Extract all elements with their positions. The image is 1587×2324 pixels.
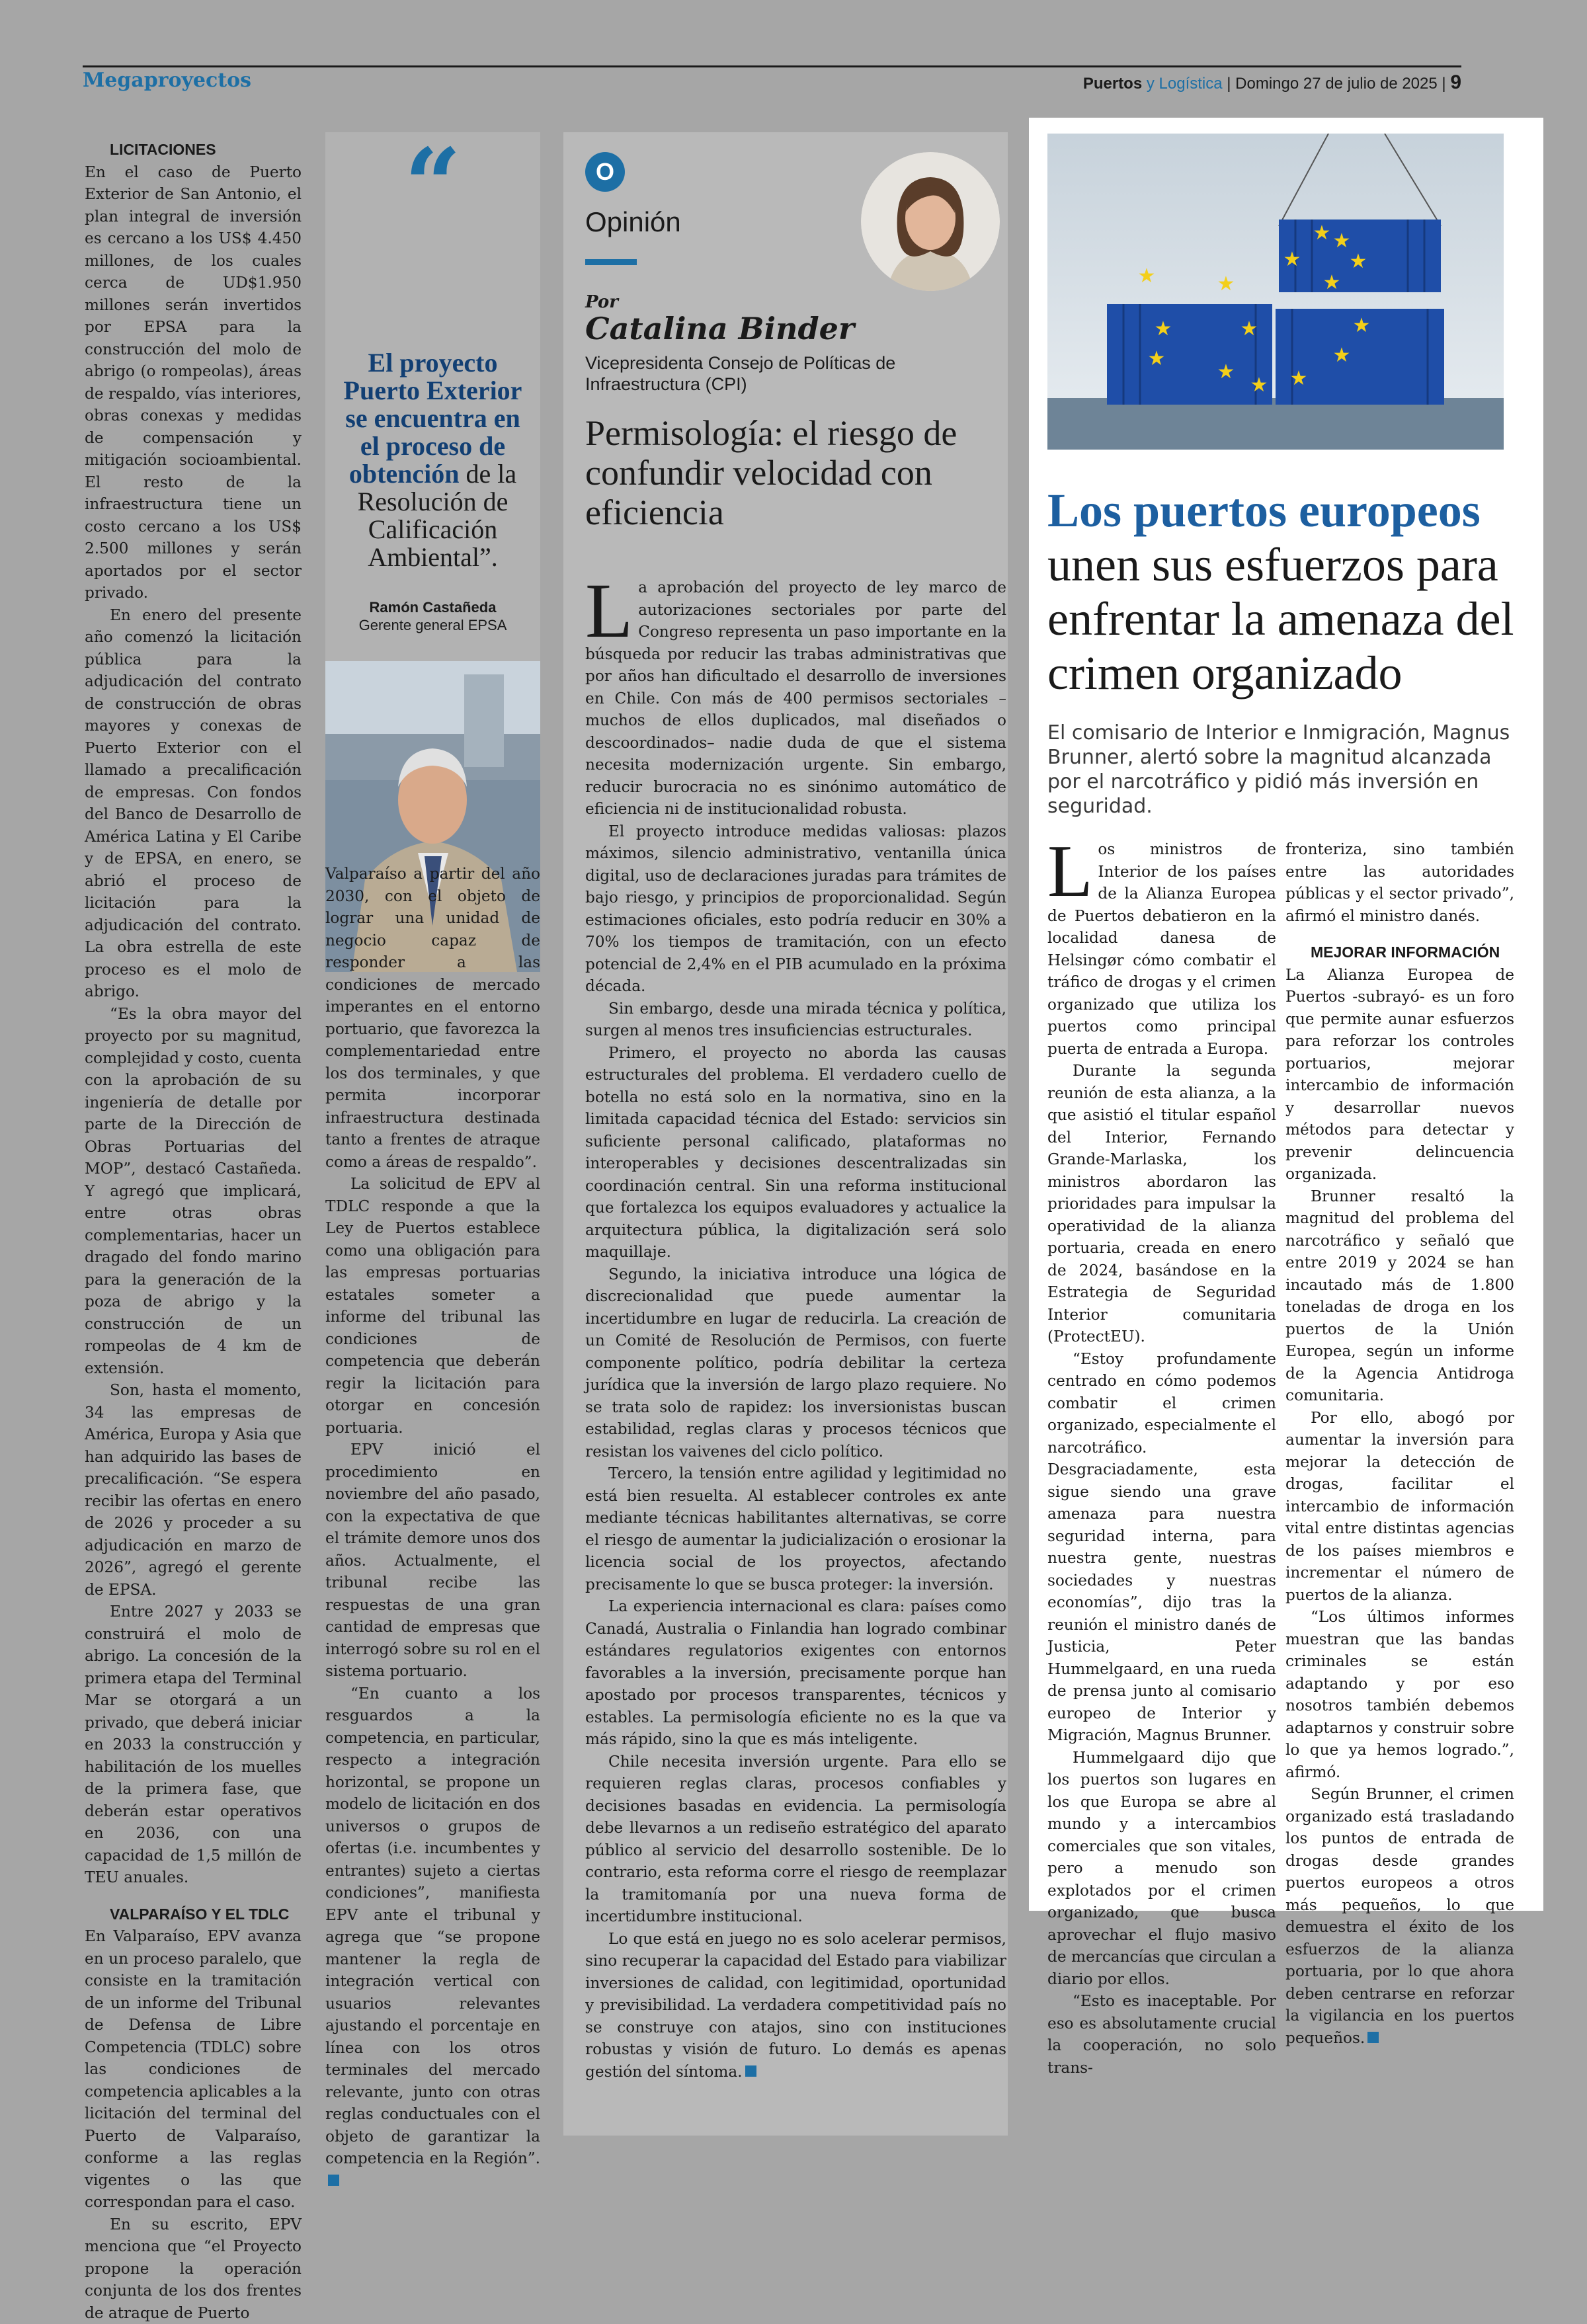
end-mark-icon [745, 2065, 756, 2077]
svg-text:★: ★ [1217, 272, 1235, 296]
paragraph: Sin embargo, desde una mirada técnica y política, surgen al menos tres insuficiencias estructurales. [585, 998, 1006, 1042]
issue-date: Domingo 27 de julio de 2025 [1235, 75, 1438, 93]
quote-mark-icon: “ [325, 145, 540, 225]
paragraph: En enero del presente año comenzó la licitación pública para la adjudicación del contrato de construcción de obras mayores y conexas de Puerto Exterior con el llamado a precalificación de empresas. Con fondos del Banco de Desarrollo de América Latina y El Caribe y de EPSA, en enero, se abrió el proceso de licitación para la adjudicación del contrato. La obra estrella de este proceso es el molo de abrigo. [85, 604, 302, 1003]
opinion-title: Permisología: el riesgo de confundir velocidad con eficiencia [585, 413, 995, 532]
paragraph: Durante la segunda reunión de esta alianza, a la que asistió el titular español del Interior, Fernando Grande-Marlaska, los ministros abordaron las prioridades para impulsar la operatividad de la alianza portuaria, creada en enero de 2024, basándose en la Estrategia de Seguridad Interior comunitaria (ProtectEU). [1047, 1060, 1276, 1348]
paragraph: La solicitud de EPV al TDLC responde a que la Ley de Puertos establece como una obligación para las empresas portuarias estatales someter a informe del tribunal las condiciones de competencia que deberán regir la licitación para otorgar en concesión portuaria. [325, 1173, 540, 1439]
paragraph-text: “En cuanto a los resguardos a la competencia, en particular, respecto a integración horizontal, se propone un modelo de licitación en dos universos o grupos de ofertas (i.e. incumbentes y entrantes) sujeto a ciertas condiciones”, manifiesta EPV ante el tribunal y agrega que “se propone mantener la regla de integración vertical con usuarios relevantes ajustando el porcentaje en línea con los otros terminales del mercado relevante, junto con otras reglas conductuales con el objeto de garantizar la competencia en la Región”. [325, 1685, 540, 2168]
europe-column-1 [1047, 838, 1276, 2079]
drop-cap: L [1047, 841, 1092, 902]
svg-text:★: ★ [1333, 229, 1351, 253]
paragraph: Hummelgaard dijo que los puertos son lugares en los que Europa se abre al mundo y a intercambios comerciales que son vitales, pero a menudo son explotados por el crimen organizado, que busca aprovechar el flujo masivo de mercancías que circulan a diario por ellos. [1047, 1747, 1276, 1991]
paragraph: En Valparaíso, EPV avanza en un proceso paralelo, que consiste en la tramitación de un informe del Tribunal de Defensa de Libre Competencia (TDLC) sobre las condiciones de competencia aplicables a la licitación del terminal del Puerto de Valparaíso, conforme a las reglas vigentes o las que correspondan para el caso. [85, 1925, 302, 2214]
svg-text:★: ★ [1333, 344, 1351, 367]
pull-quote-rest: de la Resolución de Calificación Ambiental”. [358, 459, 517, 572]
subhead-mejorar: MEJORAR INFORMACIÓN [1285, 942, 1514, 964]
paragraph: “Los últimos informes muestran que las bandas criminales se están adaptando y por eso nosotros también debemos adaptarnos y construir sobre lo que ya hemos logrado.”, afirmó. [1285, 1606, 1514, 1783]
paragraph [1047, 838, 1276, 1060]
quote-author: Ramón Castañeda [325, 599, 540, 616]
opinion-accent-bar [585, 259, 637, 265]
svg-text:★: ★ [1350, 250, 1367, 273]
paragraph: Segundo, la iniciativa introduce una lógica de discrecionalidad que puede aumentar la incertidumbre en lugar de reducirla. La creación de un Comité de Resolución de Permisos, con fuerte componente político, podría debilitar la certeza jurídica que la inversión de largo plazo requiere. No se trata solo de rapidez: los inversionistas buscan estabilidad, reglas claras y procesos técnicos que resistan los vaivenes del ciclo político. [585, 1263, 1006, 1463]
svg-text:★: ★ [1250, 374, 1268, 397]
paragraph: EPV inició el procedimiento en noviembre del año pasado, con la expectativa de que el trámite demore unos dos años. Actualmente, el tribunal recibe las respuestas de una gran cantidad de empresas que interrogó sobre su rol en el sistema portuario. [325, 1439, 540, 1683]
drop-cap: L [585, 579, 633, 643]
paragraph: Son, hasta el momento, 34 las empresas de América, Europa y Asia que han adquirido las bases de precalificación. “Se espera recibir las ofertas en enero de 2026 y proceder a su adjudicación en marzo de 2026”, agregó el gerente de EPSA. [85, 1379, 302, 1601]
europe-title-bold: Los puertos europeos [1047, 483, 1520, 538]
pull-quote-text [339, 349, 527, 571]
paragraph [1285, 1783, 1514, 2049]
paragraph: fronteriza, sino también entre las autoridades públicas y el sector privado”, afirmó el ministro danés. [1285, 838, 1514, 927]
publication-logistica: Logística [1159, 75, 1223, 93]
paragraph-text: os ministros de Interior de los países de la Alianza Europea de Puertos debatieron en la localidad danesa de Helsingør cómo combatir el tráfico de drogas y el crimen organizado que utiliza los puertos como principal puerta de entrada a Europa. [1047, 840, 1276, 1058]
svg-text:★: ★ [1353, 314, 1371, 337]
masthead: Puertos y Logística | Domingo 27 de julio de 2025 | 9 [1083, 71, 1461, 94]
publication-name: Puertos [1083, 75, 1142, 93]
europe-column-2 [1285, 838, 1514, 2049]
paragraph: Brunner resaltó la magnitud del problema del narcotráfico y señaló que entre 2019 y 2024 se han incautado más de 1.800 toneladas de droga en los puertos de la Unión Europea, según un informe de la Agencia Antidroga comunitaria. [1285, 1185, 1514, 1407]
opinion-author-role: Vicepresidenta Consejo de Políticas de Infraestructura (CPI) [585, 352, 982, 395]
pull-quote-bold: El proyecto Puerto Exterior se encuentra en el proceso de obtención [344, 348, 522, 489]
paragraph: El proyecto introduce medidas valiosas: plazos máximos, silencio administrativo, ventanilla única digital, uso de declaraciones juradas para trámites de bajo riesgo, y principios de proporcionalidad. Según estimaciones oficiales, esto podría reducir en 30% a 70% los tiempos de tramitación, con un efecto potencial de 2,4% en el PIB acumulado en la próxima década. [585, 821, 1006, 998]
pull-quote-box [325, 132, 540, 840]
paragraph [585, 577, 1006, 821]
opinion-label: Opinión [585, 206, 681, 238]
paragraph: La experiencia internacional es clara: países como Canadá, Australia o Finlandia han logrado combinar estándares regulatorios exigentes con entornos favorables a la inversión, precisamente porque han apostado por procesos transparentes, técnicos y estables. La permisología eficiente no es la que va más rápido, sino la que es más inteligente. [585, 1595, 1006, 1751]
svg-text:★: ★ [1241, 317, 1258, 341]
opinion-block [563, 132, 1008, 2136]
paragraph-text: Según Brunner, el crimen organizado está trasladando los puntos de entrada de drogas desde grandes puertos europeos a otros más pequeños, lo que demuestra el éxito de los esfuerzos de la alianza portuaria, por lo que ahora deben centrarse en reforzar la vigilancia en los puertos pequeños. [1285, 1785, 1514, 2047]
byline-por: Por [585, 292, 618, 312]
paragraph: La Alianza Europea de Puertos -subrayó- es un foro que permite aunar esfuerzos para reforzar los controles portuarios, mejorar intercambio de información y desarrollar nuevos métodos para detectar y prevenir delincuencia organizada. [1285, 964, 1514, 1185]
svg-text:★: ★ [1155, 317, 1172, 341]
paragraph: “Esto es inaceptable. Por eso es absolutamente crucial la cooperación, no solo trans- [1047, 1990, 1276, 2079]
opinion-author: Catalina Binder [585, 311, 854, 346]
opinion-badge-icon: O [585, 152, 625, 192]
paragraph: En el caso de Puerto Exterior de San Antonio, el plan integral de inversión es cercano a los US$ 4.450 millones, de los cuales cerca de UD$1.950 millones serán invertidos por EPSA para la construcción del molo de abrigo (o rompeolas), áreas de respaldo, vías interiores, obras conexas y medidas de compensación y mitigación socioambiental. El resto de la infraestructura tiene un costo cercano a los US$ 2.500 millones y serán aportados por el sector privado. [85, 161, 302, 604]
svg-text:★: ★ [1138, 264, 1156, 288]
section-name: Megaproyectos [83, 69, 251, 92]
page-number: 9 [1450, 71, 1461, 93]
article-column-1 [85, 139, 302, 2324]
paragraph: Por ello, abogó por aumentar la inversión para mejorar la detección de drogas, facilitar el intercambio de información vital entre distintas agencias de los países miembros e incrementar el número de puertos de la alianza. [1285, 1407, 1514, 1607]
svg-text:★: ★ [1283, 248, 1301, 271]
paragraph: Entre 2027 y 2033 se construirá el molo de abrigo. La concesión de la primera etapa del Terminal Mar se otorgará a un privado, que deberá iniciar en 2033 la construcción y habilitación de los muelles de la primera fase, que deberán estar operativos en 2036, con una capacidad de 1,5 millón de TEU anuales. [85, 1601, 302, 1889]
subhead-valparaiso: VALPARAÍSO Y EL TDLC [85, 1903, 302, 1926]
eu-containers-image [1047, 134, 1504, 450]
europe-title [1047, 483, 1520, 700]
opinion-body [585, 577, 1006, 2083]
paragraph: “Es la obra mayor del proyecto por su magnitud, complejidad y costo, cuenta con la aprobación de su ingeniería de detalle por parte de la Dirección de Obras Portuarias del MOP”, destacó Castañeda. Y agregó que implicará, entre otras obras complementarias, hacer un dragado del fondo marino para la generación de la poza de abrigo y la construcción de un rompeolas de 4 km de extensión. [85, 1003, 302, 1380]
europe-article [1029, 118, 1543, 1911]
paragraph: Chile necesita inversión urgente. Para ello se requieren reglas claras, procesos confiables y decisiones basadas en evidencia. La permisología debe llevarnos a un rediseño estratégico del aparato público al servicio del desarrollo sostenible. De lo contrario, esta reforma corre el riesgo de reemplazar la tramitomanía por una nueva forma de incertidumbre institucional. [585, 1751, 1006, 1928]
svg-text:★: ★ [1217, 360, 1235, 383]
paragraph: Valparaíso a partir del año 2030, con el objeto de lograr una unidad de negocio capaz de responder a las condiciones de mercado imperantes en el entorno portuario, que favorezca la complementariedad entre los dos terminales, y que permita incorporar infraestructura destinada tanto a frentes de atraque como a áreas de respaldo”. [325, 863, 540, 1173]
paragraph: Primero, el proyecto no aborda las causas estructurales del problema. El verdadero cuello de botella no está solo en la normativa, sino en la limitada capacidad técnica del Estado: servicios sin suficiente personal calificado, plataformas no interoperables y decisiones descentralizadas sin coordinación central. Sin una reforma institucional que fortalezca los equipos evaluadores y actualice la arquitectura pública, la digitalización será solo maquillaje. [585, 1042, 1006, 1263]
svg-text:★: ★ [1323, 271, 1341, 294]
paragraph-text: a aprobación del proyecto de ley marco de autorizaciones sectoriales por parte del Congreso representa un paso importante en la búsqueda por reducir las trabas administrativas que por años han dificultado el desarrollo de inversiones en Chile. Con más de 400 permisos sectoriales –muchos de ellos duplicados, mal diseñados o descoordinados– nadie duda de que el sistema necesita modernización urgente. Sin embargo, reducir burocracia no es sinónimo automático de eficiencia ni de institucionalidad robusta. [585, 579, 1006, 818]
paragraph: En su escrito, EPV menciona que “el Proyecto propone la operación conjunta de los dos frentes de atraque de Puerto [85, 2214, 302, 2324]
end-mark-icon [328, 2175, 339, 2186]
paragraph [585, 1928, 1006, 2083]
subhead-licitaciones: LICITACIONES [85, 139, 302, 161]
paragraph-text: Lo que está en juego no es solo acelerar permisos, sino recuperar la capacidad del Estado para viabilizar inversiones de calidad, con legitimidad, oportunidad y previsibilidad. La verdadera competitividad país no se construye con atajos, sino con instituciones robustas y visión de futuro. Lo demás es apenas gestión del síntoma. [585, 1930, 1006, 2081]
paragraph: “Estoy profundamente centrado en cómo podemos combatir el crimen organizado, especialmente el narcotráfico. Desgraciadamente, esta sigue siendo una grave amenaza para nuestra seguridad interna, para nuestra gente, nuestras sociedades y nuestras economías”, dijo tras la reunión el ministro danés de Justicia, Peter Hummelgaard, en una rueda de prensa junto al comisario europeo de Interior y Migración, Magnus Brunner. [1047, 1348, 1276, 1747]
europe-subtitle: El comisario de Interior e Inmigración, Magnus Brunner, alertó sobre la magnitud alcanzada por el narcotráfico y pidió más inversión en seguridad. [1047, 721, 1524, 819]
paragraph: Tercero, la tensión entre agilidad y legitimidad no está bien resuelta. Al establecer controles ex ante mediante técnicas habilitantes alternativas, se corre el riesgo de aumentar la judicialización o erosionar la licencia social de los proyectos, afectando precisamente lo que se busca proteger: la inversión. [585, 1463, 1006, 1595]
header-rule [83, 65, 1461, 67]
svg-text:★: ★ [1290, 367, 1308, 390]
author-photo [861, 152, 1000, 291]
publication-y: y [1147, 75, 1155, 93]
paragraph [325, 1683, 540, 2192]
article-column-2 [325, 863, 540, 2192]
europe-title-rest: unen sus esfuerzos para enfrentar la amenaza del crimen organizado [1047, 538, 1520, 700]
svg-text:★: ★ [1313, 221, 1331, 245]
svg-text:★: ★ [1148, 347, 1166, 370]
quote-author-role: Gerente general EPSA [325, 617, 540, 634]
end-mark-icon [1367, 2032, 1379, 2043]
